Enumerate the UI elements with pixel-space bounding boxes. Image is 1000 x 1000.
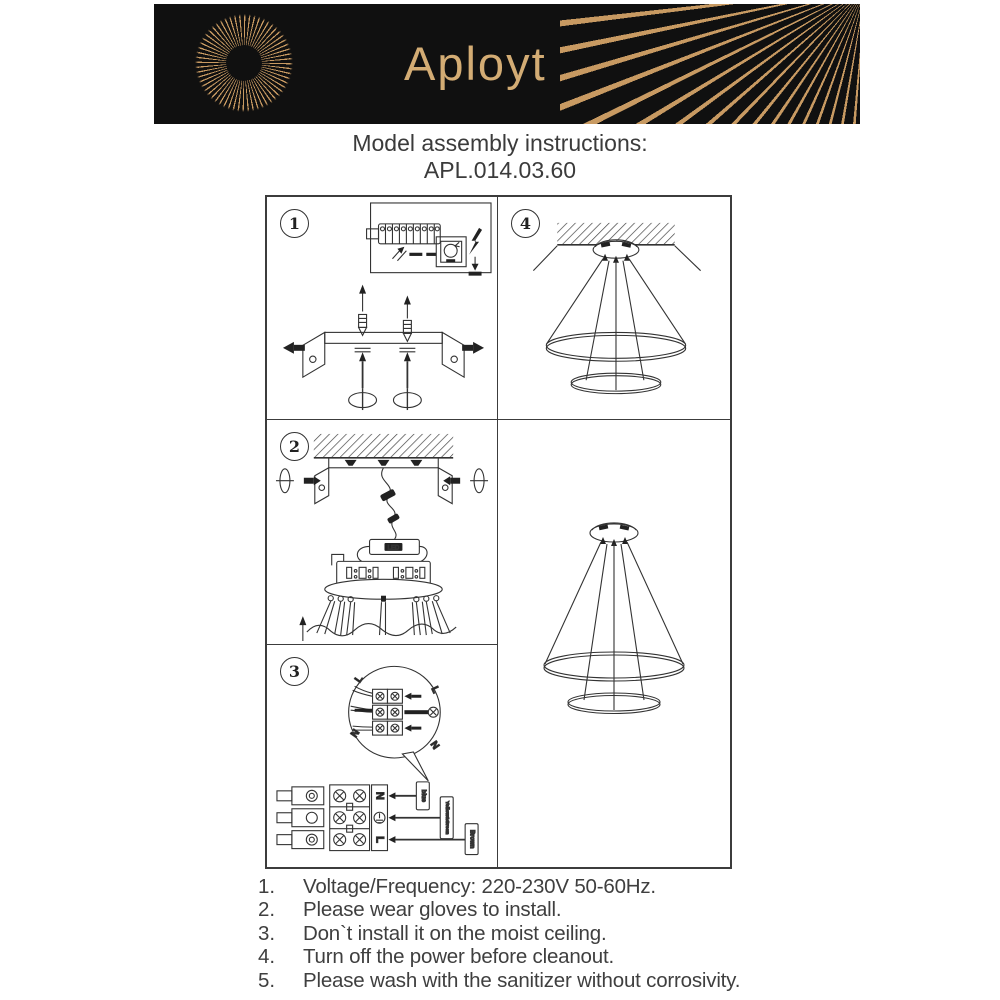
list-item (258, 875, 818, 898)
wire-tag-brown: Brown (468, 829, 475, 849)
step2-panel (267, 420, 498, 645)
list-item-number: 2. (258, 898, 276, 922)
bubble-label-N-right: N (427, 739, 441, 752)
safety-instructions-list (258, 875, 818, 992)
list-item-number: 4. (258, 945, 276, 969)
list-item-text: Please wear gloves to install. (303, 898, 562, 922)
corner-rays-icon (560, 4, 860, 124)
title-line1: Model assembly instructions: (352, 130, 648, 156)
finished-pendant-diagram (498, 420, 730, 867)
assembly-steps-grid (265, 195, 732, 869)
led-driver-label: LED (387, 545, 400, 552)
step3-badge: 3 (280, 657, 309, 686)
list-item (258, 898, 818, 921)
step1-panel (267, 197, 498, 420)
step4-badge: 4 (511, 209, 540, 238)
model-number: APL.014.03.60 (423, 157, 577, 183)
bubble-label-N-left: N (349, 727, 363, 740)
list-item-number: 1. (258, 875, 276, 898)
list-item (258, 922, 818, 945)
strip-label-N: N (373, 791, 386, 800)
list-item-text: Please wash with the sanitizer without corrosivity. (303, 968, 741, 992)
list-item-text: Don`t install it on the moist ceiling. (303, 921, 607, 945)
wire-tag-yellow-green: Yellow&Green (444, 801, 450, 835)
step1-badge: 1 (280, 209, 309, 238)
list-item-text: Turn off the power before cleanout. (303, 945, 614, 969)
brand-logo: Aployt (404, 37, 547, 90)
list-item (258, 945, 818, 968)
wire-tag-blue: blue (419, 789, 426, 802)
bubble-label-L-left: L (353, 673, 366, 686)
list-item (258, 969, 818, 992)
finished-pendant-panel (498, 420, 730, 867)
step3-panel (267, 645, 498, 867)
list-item-number: 5. (258, 968, 276, 992)
brand-banner (154, 4, 860, 124)
strip-label-L: L (373, 836, 386, 843)
list-item-text: Voltage/Frequency: 220-230V 50-60Hz. (303, 875, 656, 898)
step4-panel (498, 197, 730, 420)
list-item-number: 3. (258, 921, 276, 945)
sunburst-core (226, 45, 262, 81)
bubble-label-L-right: L (428, 684, 442, 696)
step2-badge: 2 (280, 432, 309, 461)
document-title (0, 130, 1000, 184)
